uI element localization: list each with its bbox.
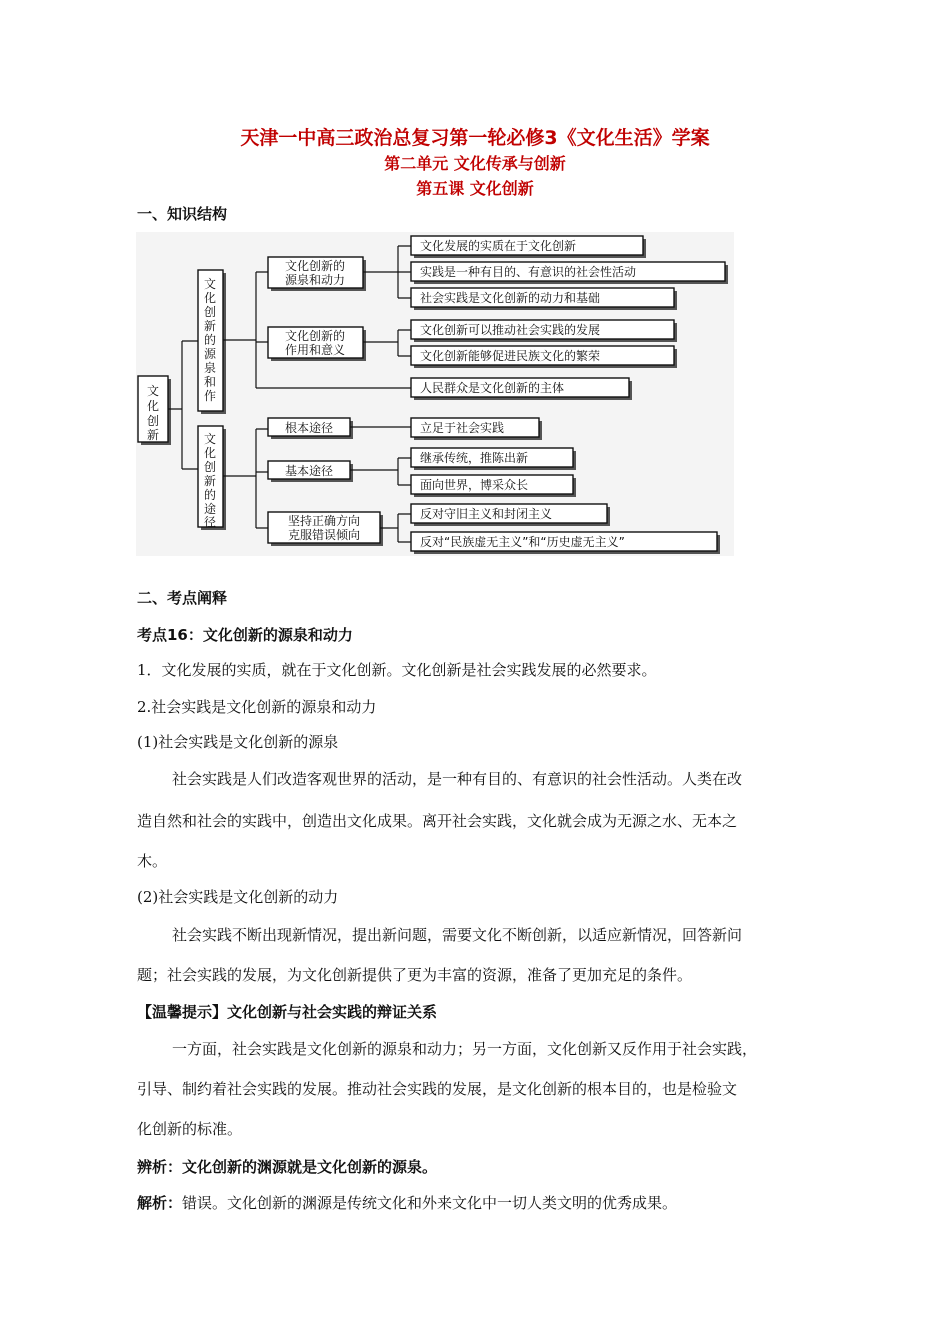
- analysis-question: 辨析：文化创新的渊源就是文化创新的源泉。: [137, 1158, 438, 1176]
- diagram-root-char: 创: [146, 414, 160, 428]
- diagram-root-char: 化: [146, 399, 160, 413]
- diagram-branch-a-char: 的: [203, 333, 217, 347]
- diagram-node-role-line2: 作用和意义: [284, 343, 346, 357]
- paragraph: 2.社会实践是文化创新的源泉和动力: [137, 698, 377, 716]
- diagram-leaf: 反对守旧主义和封闭主义: [420, 507, 553, 521]
- paragraph-line: 题；社会实践的发展，为文化创新提供了更为丰富的资源，准备了更加充足的条件。: [137, 966, 693, 984]
- diagram-branch-a-char: 和: [203, 375, 217, 389]
- diagram-branch-a-char: 新: [203, 319, 217, 333]
- paragraph-line: 社会实践不断出现新情况，提出新问题，需要文化不断创新，以适应新情况，回答新问: [172, 926, 743, 944]
- paragraph-line: 一方面，社会实践是文化创新的源泉和动力；另一方面，文化创新又反作用于社会实践，: [172, 1040, 758, 1058]
- diagram-leaf: 实践是一种有目的、有意识的社会性活动: [420, 265, 637, 279]
- diagram-node-source-line2: 源泉和动力: [284, 273, 346, 287]
- tip-heading: 【温馨提示】文化创新与社会实践的辩证关系: [137, 1003, 438, 1021]
- diagram-leaf: 立足于社会实践: [420, 421, 505, 435]
- document-title: 天津一中高三政治总复习第一轮必修3《文化生活》学案: [240, 127, 710, 149]
- diagram-leaf: 文化创新能够促进民族文化的繁荣: [420, 349, 601, 363]
- diagram-branch-a-char: 源: [203, 347, 217, 361]
- key-point-title: 考点16：文化创新的源泉和动力: [137, 626, 353, 644]
- section-heading-knowledge-structure: 一、知识结构: [137, 205, 228, 223]
- paragraph-line: 社会实践是人们改造客观世界的活动，是一种有目的、有意识的社会性活动。人类在改: [172, 770, 743, 788]
- diagram-branch-b-char: 文: [203, 432, 217, 446]
- lesson-title: 第五课 文化创新: [416, 179, 534, 198]
- diagram-branch-a-char: 文: [203, 277, 217, 291]
- diagram-branch-b-char: 的: [203, 488, 217, 502]
- diagram-leaf: 面向世界，博采众长: [420, 478, 529, 492]
- analysis-label: 解析：: [137, 1194, 183, 1212]
- diagram-branch-b-char: 途: [203, 502, 217, 516]
- paragraph-line: 化创新的标准。: [137, 1120, 243, 1138]
- diagram-branch-b-char: 新: [203, 474, 217, 488]
- diagram-leaf: 反对“民族虚无主义”和“历史虚无主义”: [420, 535, 625, 549]
- diagram-leaf: 社会实践是文化创新的动力和基础: [420, 291, 601, 305]
- diagram-leaf: 人民群众是文化创新的主体: [420, 381, 565, 395]
- diagram-leaf: 文化创新可以推动社会实践的发展: [420, 323, 601, 337]
- diagram-node-source-line1: 文化创新的: [284, 259, 346, 273]
- paragraph: 1．文化发展的实质，就在于文化创新。文化创新是社会实践发展的必然要求。: [137, 661, 657, 679]
- diagram-leaf: 文化发展的实质在于文化创新: [420, 239, 577, 253]
- paragraph: (2)社会实践是文化创新的动力: [137, 888, 339, 906]
- diagram-root-char: 文: [146, 384, 160, 398]
- diagram-branch-a-char: 作: [203, 389, 217, 403]
- diagram-branch-b-char: 创: [203, 460, 217, 474]
- paragraph: (1)社会实践是文化创新的源泉: [137, 733, 339, 751]
- diagram-branch-a-char: 创: [203, 305, 217, 319]
- diagram-leaf: 继承传统，推陈出新: [420, 451, 529, 465]
- diagram-node-basic-path: 基本途径: [284, 464, 334, 478]
- analysis-text: 错误。文化创新的渊源是传统文化和外来文化中一切人类文明的优秀成果。: [182, 1194, 678, 1212]
- paragraph-line: 引导、制约着社会实践的发展。推动社会实践的发展，是文化创新的根本目的，也是检验文: [137, 1080, 738, 1098]
- knowledge-structure-diagram: [136, 232, 734, 556]
- analysis-answer: [137, 1192, 677, 1213]
- paragraph-line: 造自然和社会的实践中，创造出文化成果。离开社会实践，文化就会成为无源之水、无本之: [137, 812, 738, 830]
- unit-title: 第二单元 文化传承与创新: [384, 154, 566, 173]
- diagram-root-char: 新: [146, 428, 160, 442]
- diagram-node-role-line1: 文化创新的: [284, 329, 346, 343]
- diagram-branch-b-char: 化: [203, 446, 217, 460]
- diagram-node-direction-line1: 坚持正确方向: [287, 514, 361, 528]
- paragraph-line: 木。: [137, 852, 168, 870]
- diagram-branch-a-char: 泉: [203, 361, 217, 375]
- diagram-node-fundamental-path: 根本途径: [284, 421, 334, 435]
- diagram-node-direction-line2: 克服错误倾向: [287, 528, 361, 542]
- diagram-branch-b-char: 径: [203, 515, 217, 529]
- section-heading-key-points: 二、考点阐释: [137, 589, 228, 607]
- diagram-branch-a-char: 化: [203, 291, 217, 305]
